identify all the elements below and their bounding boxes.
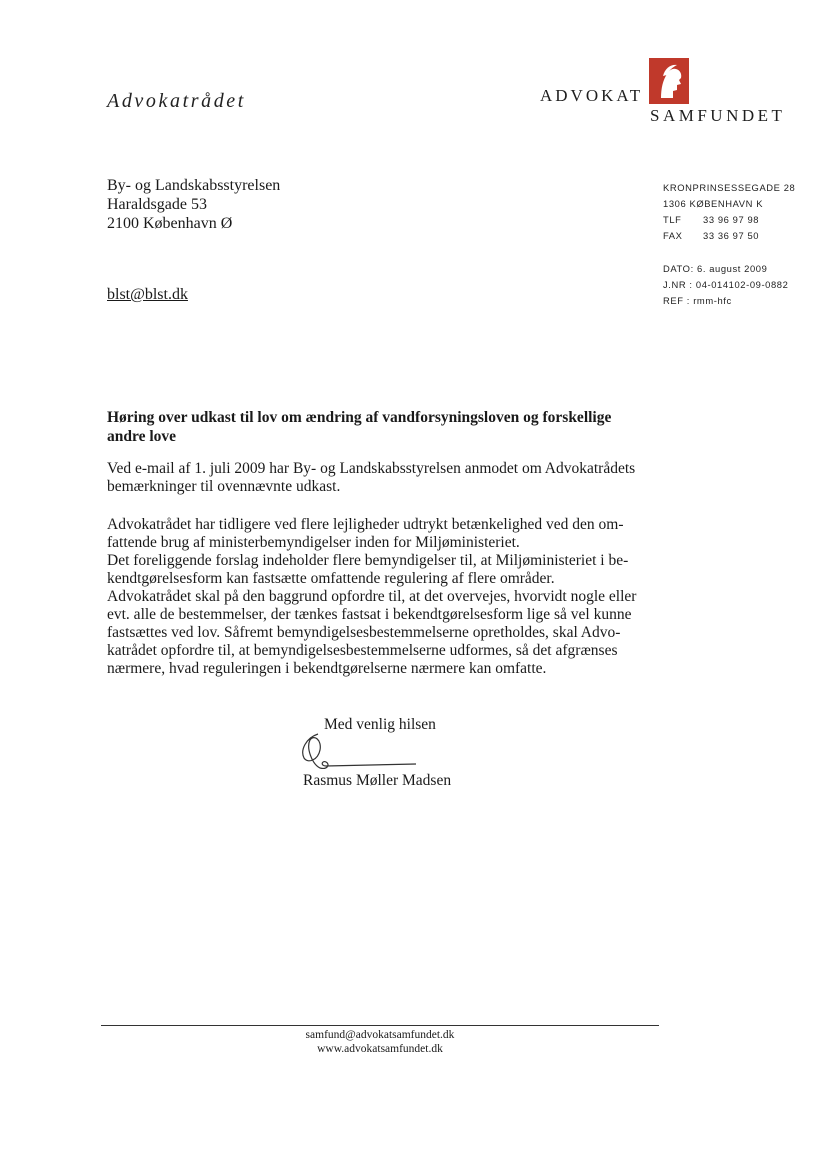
date-row [663, 261, 795, 277]
reference-value: rmm-hfc [693, 295, 732, 306]
paragraph-line: nærmere, hvad reguleringen i bekendtgørelserne nærmere kan omfatte. [107, 660, 547, 677]
logo-emblem-icon [649, 58, 689, 104]
date-label: DATO: [663, 263, 694, 274]
council-title: Advokatrådet [107, 90, 246, 112]
sender-address-1: KRONPRINSESSEGADE 28 [663, 182, 796, 193]
journal-label: J.NR : [663, 279, 693, 290]
paragraph-line: bemærkninger til ovennævnte udkast. [107, 478, 341, 495]
paragraph-line: evt. alle de bestemmelser, der tænkes fastsat i bekendtgørelsesform lige så vel kunne [107, 606, 632, 623]
paragraph-line: Advokatrådet har tidligere ved flere lejligheder udtrykt betænkelighed ved den om- [107, 516, 624, 533]
paragraph-line: Det foreliggende forslag indeholder flere bemyndigelser til, at Miljøministeriet i be- [107, 552, 629, 569]
phone-value: 33 96 97 98 [703, 214, 760, 225]
paragraph-2 [107, 516, 659, 678]
sender-fax-row [663, 228, 795, 244]
paragraph-line: fastsættes ved lov. Såfremt bemyndigelsesbestemmelserne opretholdes, skal Advo- [107, 624, 621, 641]
paragraph-line: fattende brug af ministerbemyndigelser inden for Miljøministeriet. [107, 534, 520, 551]
journal-value: 04-014102-09-0882 [695, 279, 789, 290]
paragraph-line: kendtgørelsesform kan fastsætte omfattende regulering af flere områder. [107, 570, 555, 587]
recipient-line: 2100 København Ø [107, 215, 233, 232]
recipient-line: Haraldsgade 53 [107, 196, 207, 213]
signer-name: Rasmus Møller Madsen [303, 772, 452, 789]
journal-row [663, 277, 795, 293]
recipient-address [107, 176, 280, 233]
recipient-email-link[interactable]: blst@blst.dk [107, 286, 188, 303]
sender-address-2: 1306 KØBENHAVN K [663, 198, 764, 209]
sender-phone-row [663, 212, 795, 228]
fax-value: 33 36 97 50 [703, 230, 760, 241]
footer-website-link[interactable]: www.advokatsamfundet.dk [317, 1043, 443, 1055]
paragraph-line: katrådet opfordre til, at bemyndigelsesbestemmelserne udformes, så det afgrænses [107, 642, 618, 659]
paragraph-line: Advokatrådet skal på den baggrund opfordre til, at det overvejes, hvorvidt nogle eller [107, 588, 637, 605]
logo-word-samfundet: SAMFUNDET [650, 106, 786, 125]
closing-greeting: Med venlig hilsen [324, 716, 436, 733]
reference-label: REF : [663, 295, 690, 306]
letter-subject [107, 408, 662, 446]
reference-row [663, 293, 795, 309]
footer-email-link[interactable]: samfund@advokatsamfundet.dk [305, 1029, 455, 1041]
date-value: 6. august 2009 [697, 263, 768, 274]
subject-line: andre love [107, 428, 177, 445]
paragraph-1 [107, 460, 659, 496]
sender-info [663, 180, 795, 309]
recipient-line: By- og Landskabsstyrelsen [107, 177, 281, 194]
footer-divider [101, 1025, 659, 1026]
phone-label: TLF [663, 214, 682, 225]
paragraph-line: Ved e-mail af 1. juli 2009 har By- og Landskabsstyrelsen anmodet om Advokatrådets [107, 460, 636, 477]
handwritten-signature [296, 724, 422, 776]
fax-label: FAX [663, 230, 683, 241]
subject-line: Høring over udkast til lov om ændring af vandforsyningsloven og forskellige [107, 409, 612, 426]
logo-word-advokat: ADVOKAT [540, 86, 644, 105]
